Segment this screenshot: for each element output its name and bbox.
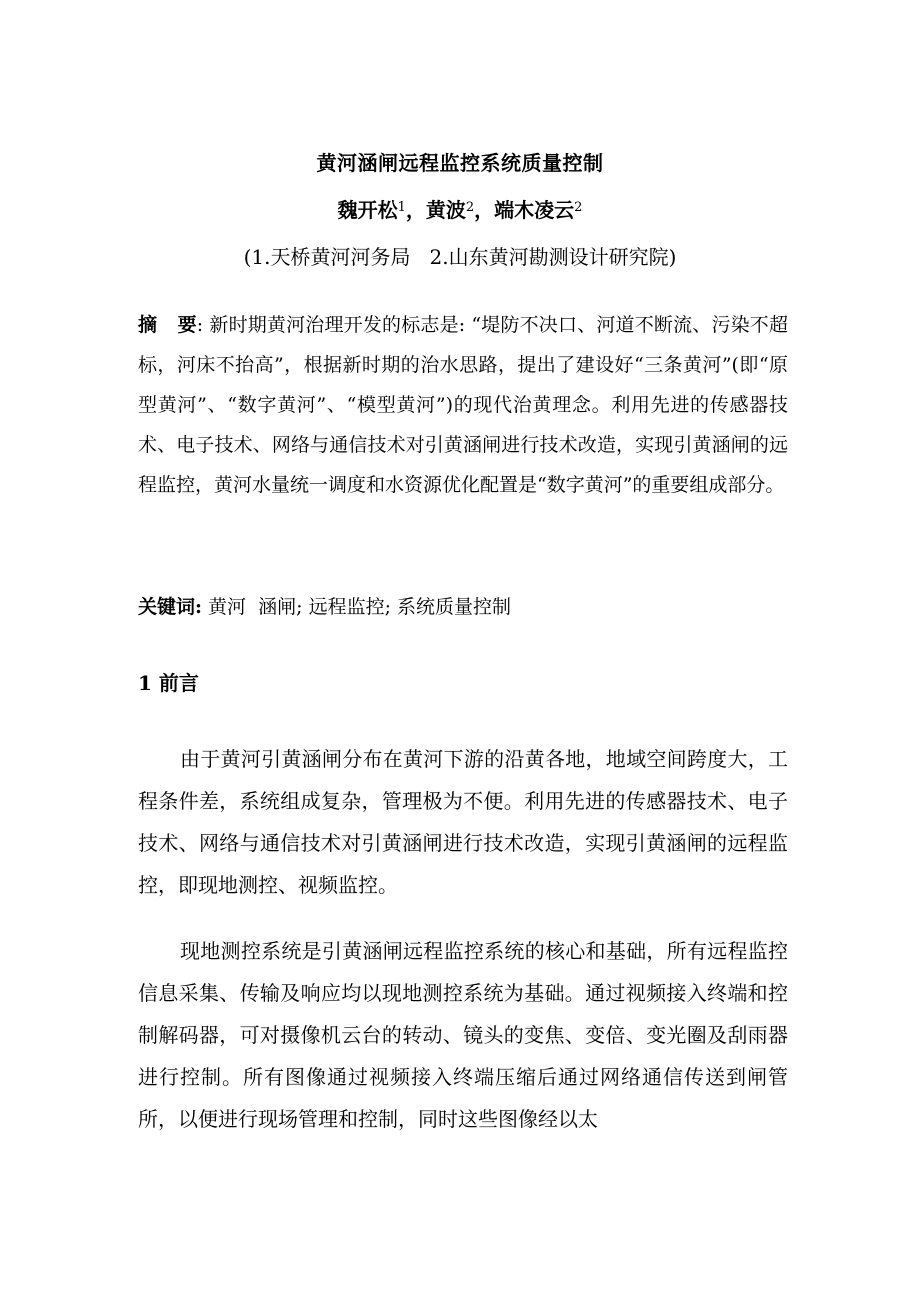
keywords (138, 592, 788, 622)
document-title: 黄河涵闸远程监控系统质量控制 (316, 151, 604, 175)
author-name: 魏开松 (337, 198, 398, 222)
author-line (0, 197, 920, 223)
affiliation-mark: 2 (465, 200, 475, 215)
author-separator: ， (474, 198, 495, 222)
abstract (138, 305, 788, 505)
abstract-label: 摘 要 (138, 314, 197, 336)
body-paragraph: 现地测控系统是引黄涵闸远程监控系统的核心和基础，所有远程监控信息采集、传输及响应均以现地测控系统为基础。通过视频接入终端和控制解码器，可对摄像机云台的转动、镜头的变焦、变倍、变光圈及刮雨器进行控制。所有图像通过视频接入终端压缩后通过网络通信传送到闸管所，以便进行现场管理和控制，同时这些图像经以太 (138, 939, 788, 1131)
author-name: 端木凌云 (494, 198, 575, 222)
affiliations: (1.天桥黄河河务局 2.山东黄河勘测设计研究院) (243, 245, 677, 269)
keywords-label: 关键词: (138, 596, 203, 618)
body-paragraph: 由于黄河引黄涵闸分布在黄河下游的沿黄各地，地域空间跨度大，工程条件差，系统组成复杂，管理极为不便。利用先进的传感器技术、电子技术、网络与通信技术对引黄涵闸进行技术改造，实现引黄涵闸的远程监控，即现地测控、视频监控。 (138, 747, 788, 897)
keywords-text: 黄河 涵闸; 远程监控; 系统质量控制 (202, 596, 512, 618)
author-separator: ， (405, 198, 426, 222)
abstract-text: : 新时期黄河治理开发的标志是: “堤防不决口、河道不断流、污染不超标，河床不抬高”，根据新时期的治水思路，提出了建设好“三条黄河”(即“原型黄河”、“数字黄河”、“模型黄河”)的现代治黄理念。利用先进的传感器技术、电子技术、网络与通信技术对引黄涵闸进行技术改造，实现引黄涵闸的远程监控，黄河水量统一调度和水资源优化配置是“数字黄河”的重要组成部分。 (138, 314, 788, 496)
affiliation-mark: 1 (397, 200, 406, 215)
affiliation-mark: 2 (574, 200, 583, 215)
author-name: 黄波 (425, 198, 466, 222)
section-heading: 1 前言 (138, 671, 199, 695)
